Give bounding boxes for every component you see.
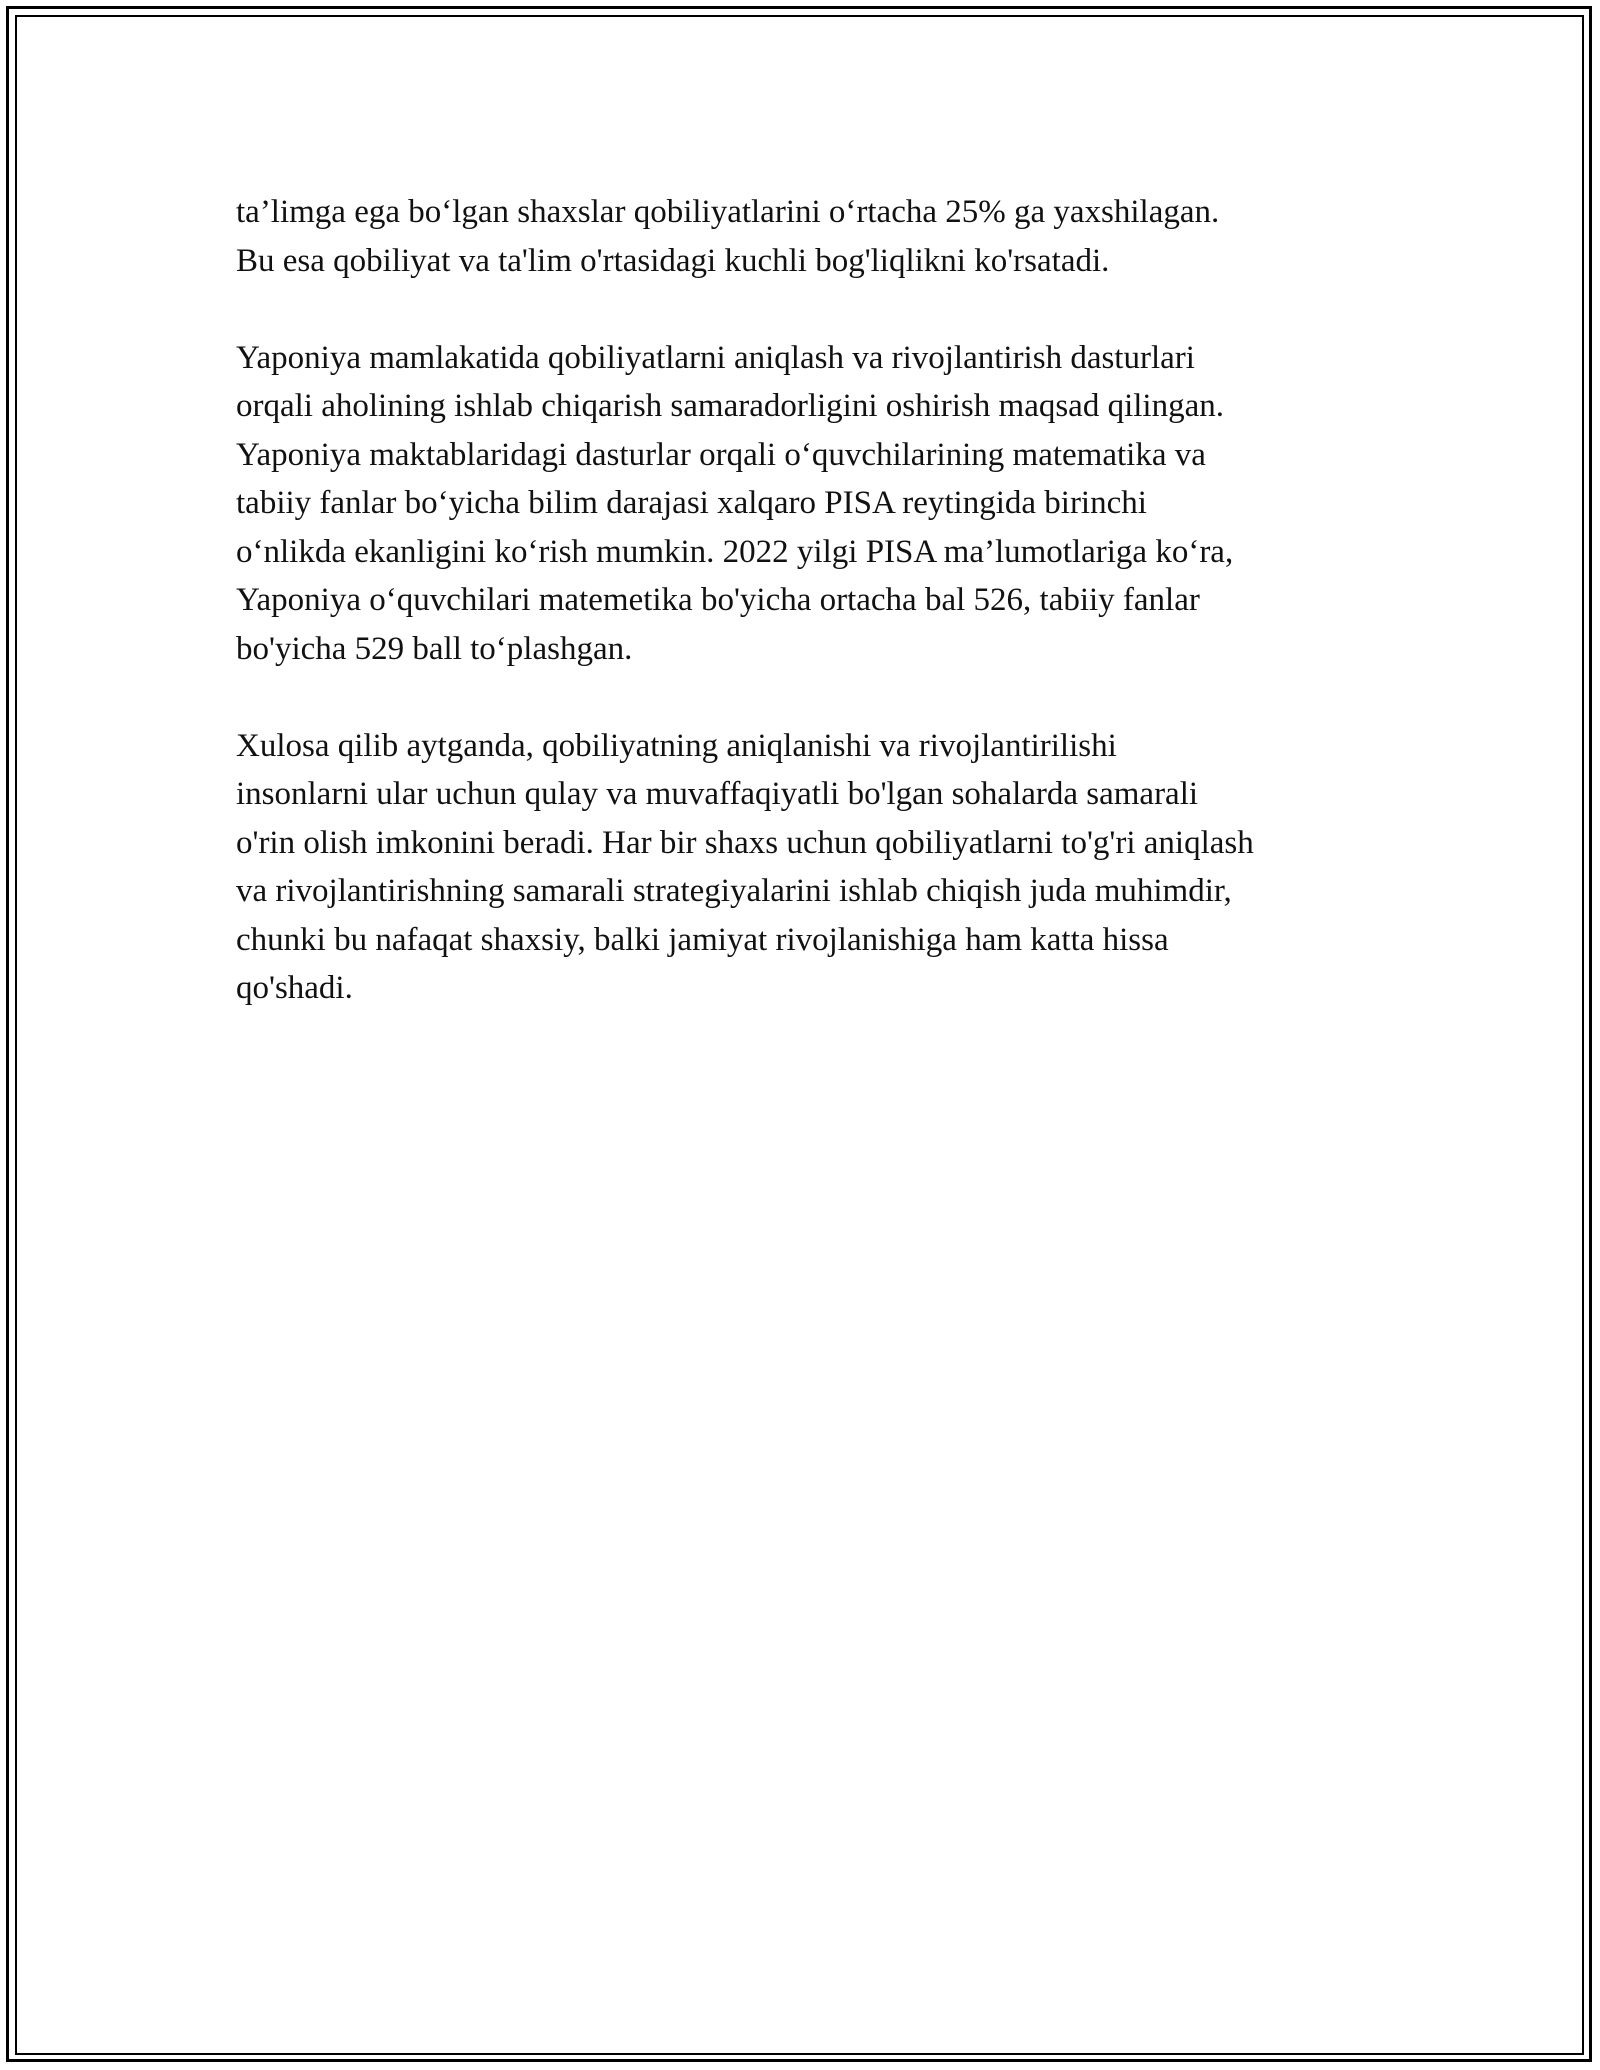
- text-line: Xulosa qilib aytganda, qobiliyatning aniqlanishi va rivojlantirilishi: [236, 727, 1117, 764]
- paragraph-education-effect: [236, 188, 1396, 285]
- document-body: [236, 188, 1396, 1061]
- text-line: Yaponiya maktablaridagi dasturlar orqali o‘quvchilarining matematika va: [236, 436, 1206, 473]
- text-line: Bu esa qobiliyat va ta'lim o'rtasidagi kuchli bog'liqlikni ko'rsatadi.: [236, 242, 1110, 279]
- text-line: o‘nlikda ekanligini ko‘rish mumkin. 2022 yilgi PISA ma’lumotlariga ko‘ra,: [236, 533, 1234, 570]
- text-line: qo'shadi.: [236, 970, 353, 1006]
- paragraph-japan-pisa: [236, 334, 1396, 674]
- text-line: chunki bu nafaqat shaxsiy, balki jamiyat rivojlanishiga ham katta hissa: [236, 921, 1169, 958]
- text-line: insonlarni ular uchun qulay va muvaffaqiyatli bo'lgan sohalarda samarali: [236, 776, 1199, 812]
- paragraph-conclusion: [236, 722, 1396, 1013]
- text-line: Yaponiya o‘quvchilari matemetika bo'yicha ortacha bal 526, tabiiy fanlar: [236, 582, 1200, 618]
- text-line: tabiiy fanlar bo‘yicha bilim darajasi xalqaro PISA reytingida birinchi: [236, 485, 1147, 521]
- text-line: Yaponiya mamlakatida qobiliyatlarni aniqlash va rivojlantirish dasturlari: [236, 339, 1195, 376]
- text-line: o'rin olish imkonini beradi. Har bir shaxs uchun qobiliyatlarni to'g'ri aniqlash: [236, 824, 1254, 861]
- text-line: bo'yicha 529 ball to‘plashgan.: [236, 630, 633, 667]
- text-line: ta’limga ega bo‘lgan shaxslar qobiliyatlarini o‘rtacha 25% ga yaxshilagan.: [236, 194, 1220, 230]
- text-line: orqali aholining ishlab chiqarish samaradorligini oshirish maqsad qilingan.: [236, 388, 1224, 424]
- text-line: va rivojlantirishning samarali strategiyalarini ishlab chiqish juda muhimdir,: [236, 873, 1232, 909]
